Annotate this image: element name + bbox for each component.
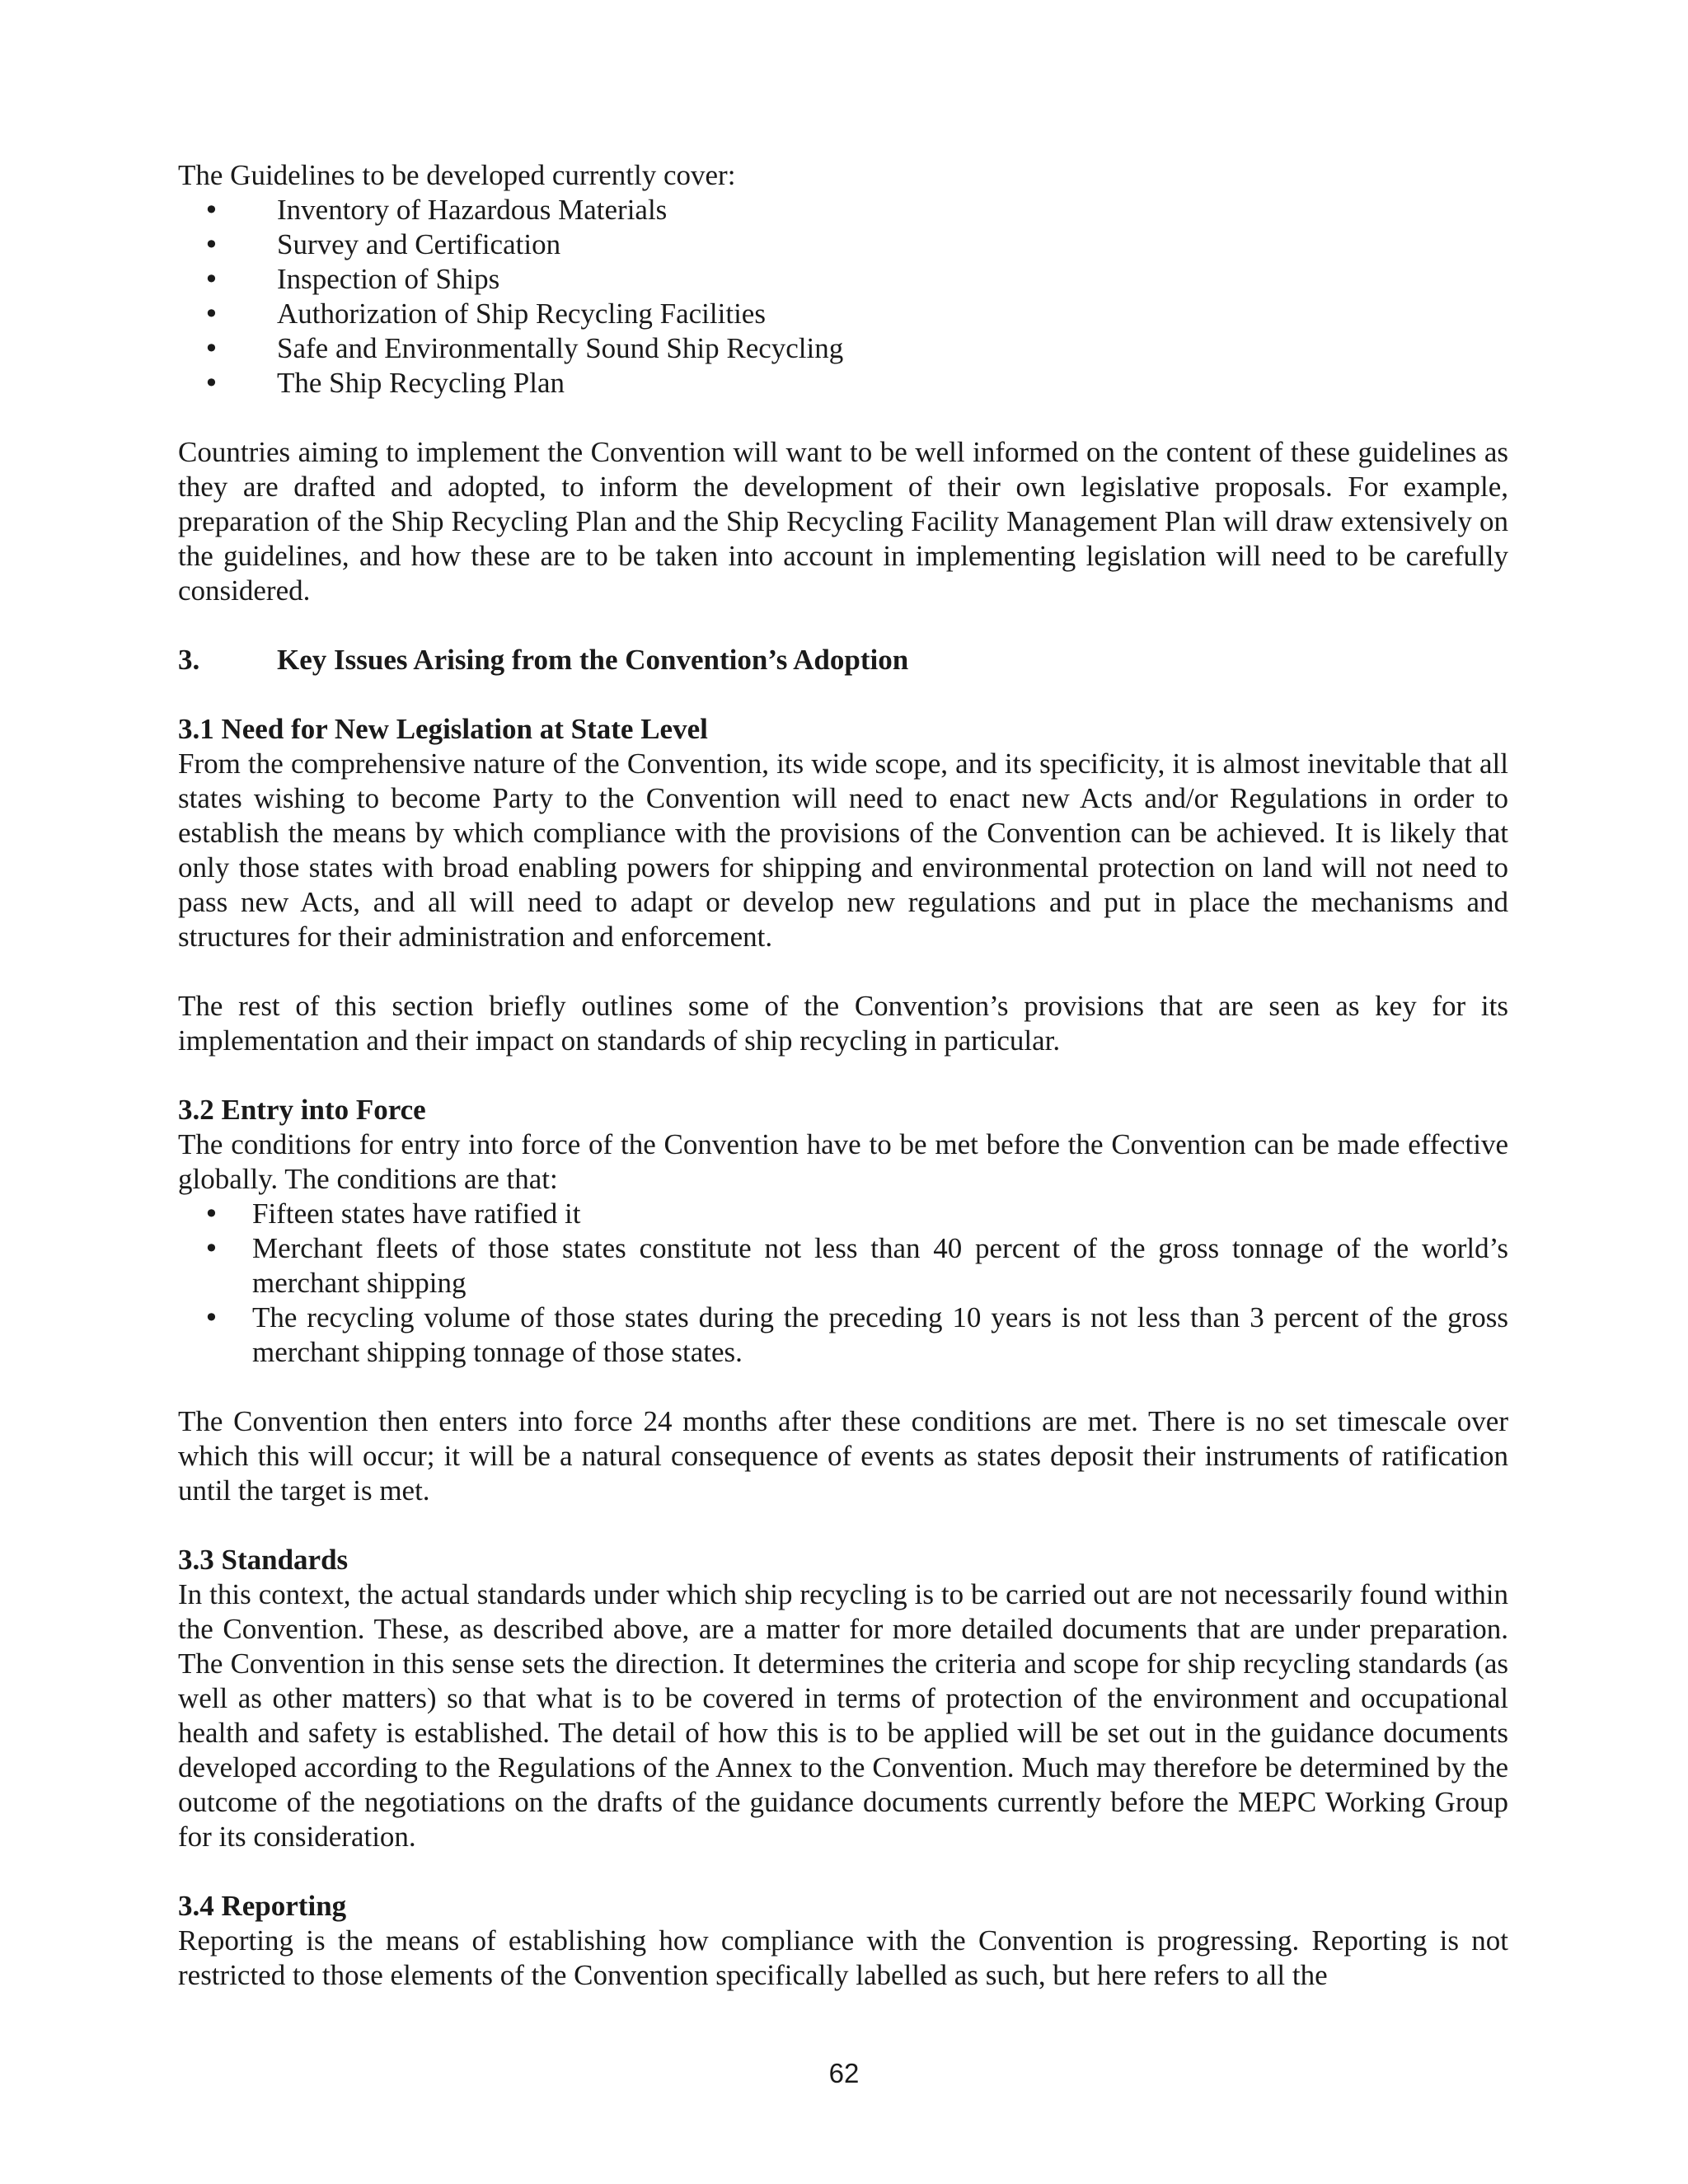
- paragraph-legislation: From the comprehensive nature of the Convention, its wide scope, and its specificity, it is almost inevitable that all states wishing to become Party to the Convention will need to enact new Acts and/or Regulations in order to establish the means by which compliance with the provisions of the Convention can be achieved. It is likely that only those states with broad enabling powers for shipping and environmental protection on land will not need to pass new Acts, and all will need to adapt or develop new regulations and put in place the mechanisms and structures for their administration and enforcement.: [178, 748, 1508, 953]
- section-number: 3.: [178, 644, 200, 676]
- paragraph-countries: Countries aiming to implement the Convention will want to be well informed on the content of these guidelines as they are drafted and adopted, to inform the development of their own legislative proposals. For example, preparation of the Ship Recycling Plan and the Ship Recycling Facility Management Plan will draw extensively on the guidelines, and how these are to be taken into account in implementing legislation will need to be carefully considered.: [178, 436, 1508, 607]
- list-item: • Inventory of Hazardous Materials: [178, 193, 1508, 227]
- list-item: • The Ship Recycling Plan: [178, 366, 1508, 401]
- subsection-3-2-heading: 3.2 Entry into Force: [178, 1094, 426, 1126]
- paragraph-standards: In this context, the actual standards under which ship recycling is to be carried out are not necessarily found within the Convention. These, as described above, are a matter for more detailed documents that are under preparation. The Convention in this sense sets the direction. It determines the criteria and scope for ship recycling standards (as well as other matters) so that what is to be covered in terms of protection of the environment and occupational health and safety is established. The detail of how this is to be applied will be set out in the guidance documents developed according to the Regulations of the Annex to the Convention. Much may therefore be determined by the outcome of the negotiations on the drafts of the guidance documents currently before the MEPC Working Group for its consideration.: [178, 1578, 1508, 1853]
- page-number: 62: [828, 2058, 860, 2088]
- guidelines-list: [178, 193, 1508, 401]
- guidelines-intro: The Guidelines to be developed currently cover:: [178, 159, 736, 191]
- paragraph-entry-timescale: The Convention then enters into force 24 months after these conditions are met. There is no set timescale over which this will occur; it will be a natural consequence of events as states deposit their instruments of ratification until the target is met.: [178, 1405, 1508, 1507]
- paragraph-rest-of-section: The rest of this section briefly outlines some of the Convention’s provisions that are seen as key for its implementation and their impact on standards of ship recycling in particular.: [178, 990, 1508, 1057]
- subsection-3-3-heading: 3.3 Standards: [178, 1544, 349, 1576]
- list-item: • Fifteen states have ratified it: [178, 1197, 1508, 1231]
- list-item: • Survey and Certification: [178, 227, 1508, 262]
- paragraph-entry-conditions: The conditions for entry into force of the Convention have to be met before the Convention can be made effective globally. The conditions are that:: [178, 1128, 1508, 1195]
- list-item: • Inspection of Ships: [178, 262, 1508, 297]
- paragraph-reporting: Reporting is the means of establishing how compliance with the Convention is progressing. Reporting is not restricted to those elements of the Convention specifically labelled as such, but here refers to all the: [178, 1924, 1508, 1991]
- conditions-list: [178, 1197, 1508, 1370]
- list-item: • Safe and Environmentally Sound Ship Recycling: [178, 331, 1508, 366]
- section-title: Key Issues Arising from the Convention’s Adoption: [277, 644, 909, 676]
- section-3-heading: [178, 643, 1508, 677]
- list-item: • The recycling volume of those states during the preceding 10 years is not less than 3 percent of the gross merchant shipping tonnage of those states.: [178, 1301, 1508, 1370]
- subsection-3-4-heading: 3.4 Reporting: [178, 1890, 347, 1922]
- subsection-3-1-heading: 3.1 Need for New Legislation at State Level: [178, 713, 708, 745]
- document-page: [178, 158, 1508, 1993]
- list-item: • Authorization of Ship Recycling Facilities: [178, 297, 1508, 331]
- list-item: • Merchant fleets of those states constitute not less than 40 percent of the gross tonnage of the world’s merchant shipping: [178, 1231, 1508, 1301]
